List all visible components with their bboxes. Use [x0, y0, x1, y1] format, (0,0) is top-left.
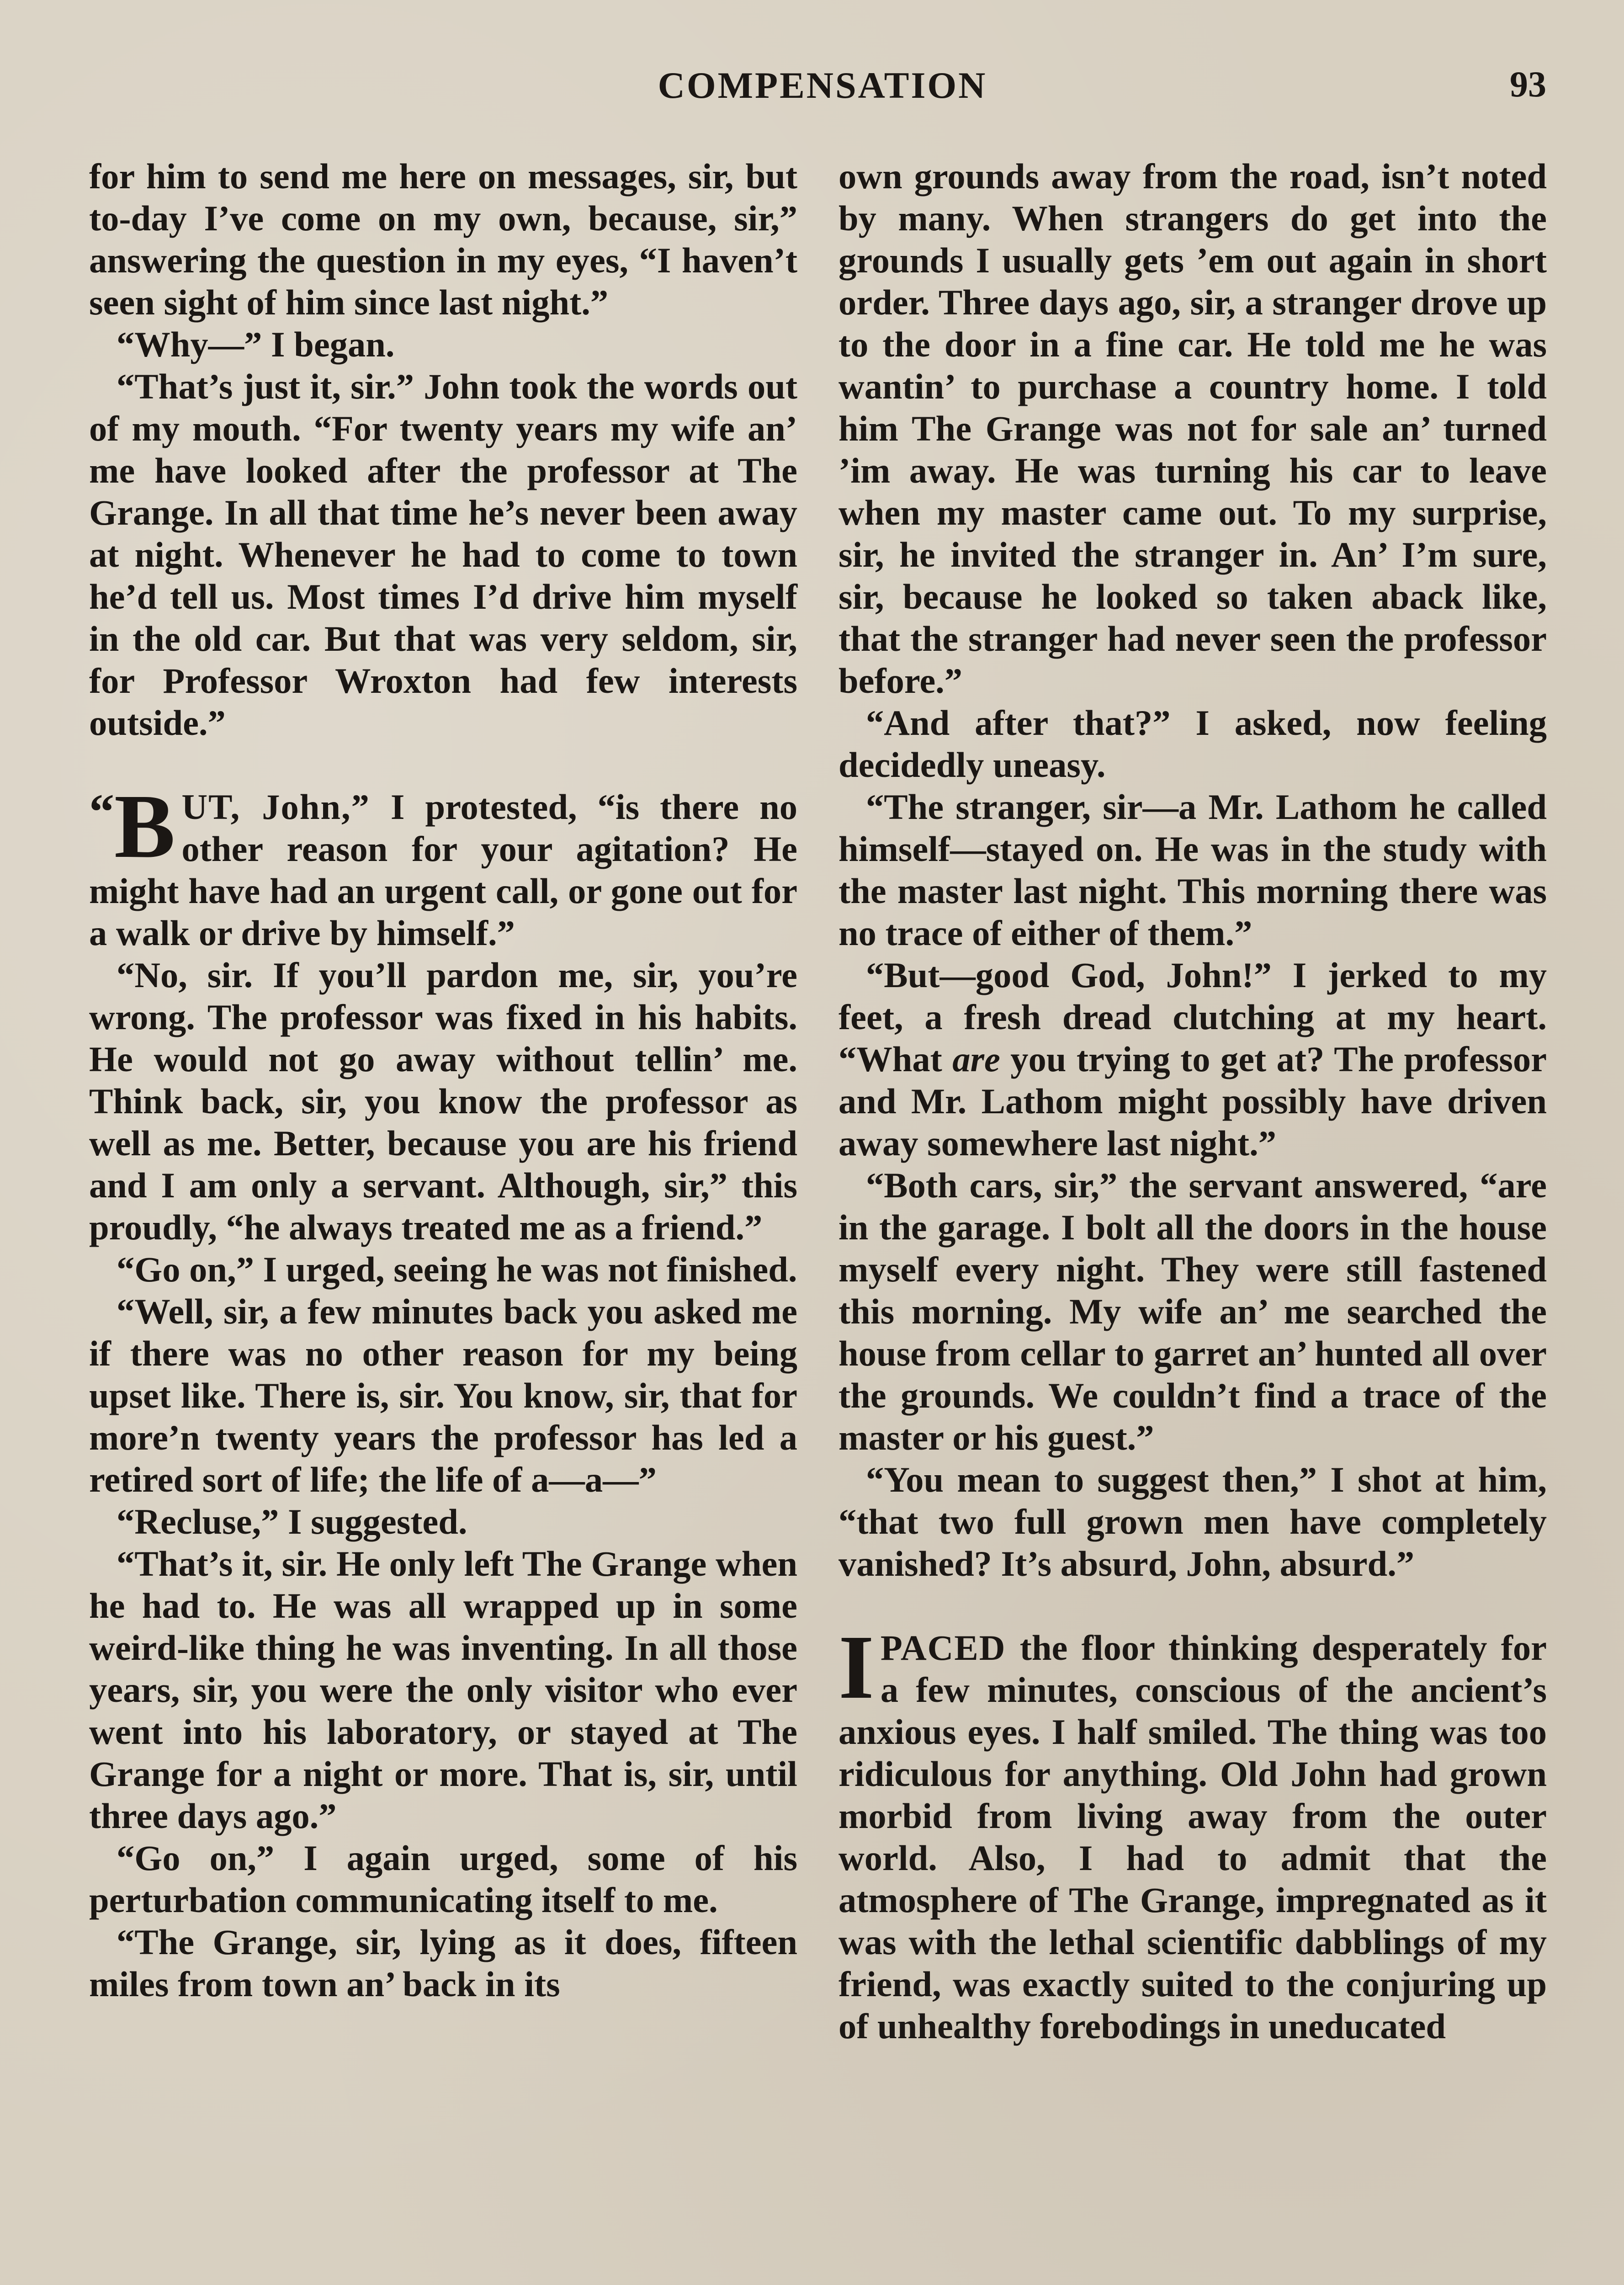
paragraph: own grounds away from the road, isn’t noted by many. When strangers do get into the grounds I usually gets ’em out again in short order. Three days ago, sir, a stranger drove up to the door in a fine car. He told me he was wantin’ to purchase a country home. I told him The Grange was not for sale an’ turned ’im away. He was turning his car to leave when my master came out. To my surprise, sir, he invited the stranger in. An’ I’m sure, sir, because he looked so taken aback like, that the stranger had never seen the professor before.”: [839, 156, 1547, 701]
lead-in-caps: PACED: [880, 1628, 1006, 1668]
page-number: 93: [1510, 64, 1546, 105]
right-column: [839, 155, 1547, 2047]
paragraph: “That’s it, sir. He only left The Grange when he had to. He was all wrapped up in some weird-like thing he was inventing. In all those years, sir, you were the only visitor who ever went into his laboratory, or stayed at The Grange for a night or more. That is, sir, until three days ago.”: [89, 1544, 797, 1836]
page-title: COMPENSATION: [658, 64, 987, 106]
paragraph: [839, 954, 1547, 1164]
paragraph-dropcap: [89, 776, 797, 954]
paragraph: “Well, sir, a few minutes back you asked me if there was no other reason for my being upset like. There is, sir. You know, sir, that for more’n twenty years the professor has led a retired sort of life; the life of a—a—”: [89, 1291, 797, 1499]
paragraph: “Why—” I began.: [117, 324, 395, 364]
paragraph: “Go on,” I again urged, some of his perturbation communicating itself to me.: [89, 1838, 797, 1920]
paragraph: “And after that?” I asked, now feeling decidedly uneasy.: [839, 703, 1547, 785]
dropcap-letter: B: [114, 776, 175, 877]
paragraph: “That’s just it, sir.” John took the words out of my mouth. “For twenty years my wife an’ me have looked after the professor at The Grange. In all that time he’s never been away at night. Whenever he had to come to town he’d tell us. Most times I’d drive him myself in the old car. But that was very seldom, sir, for Professor Wroxton had few interests outside.”: [89, 367, 797, 743]
paragraph: “The Grange, sir, lying as it does, fifteen miles from town an’ back in its: [89, 1922, 797, 2004]
paragraph-text: “But—good God, John!” I jerked to my feet, a fresh dread clutching at my heart. “What: [839, 955, 1547, 1079]
dropcap-letter: I: [839, 1617, 874, 1718]
paragraph-dropcap: [839, 1617, 1547, 2047]
paragraph: “Go on,” I urged, seeing he was not finished.: [117, 1249, 797, 1289]
paragraph-text: I protested, “is there no other reason for your agitation? He might have had an urgent call, or gone out for a walk or drive by himself.”: [89, 787, 797, 953]
paragraph: “Both cars, sir,” the servant answered, “are in the garage. I bolt all the doors in the house myself every night. They were still fastened this morning. My wife an’ me searched the house from cellar to garret an’ hunted all over the grounds. We couldn’t find a trace of the master or his guest.”: [839, 1165, 1547, 1457]
paragraph: “No, sir. If you’ll pardon me, sir, you’re wrong. The professor was fixed in his habits. He would not go away without tellin’ me. Think back, sir, you know the professor as well as me. Better, because you are his friend and I am only a servant. Although, sir,” this proudly, “he always treated me as a friend.”: [89, 955, 797, 1247]
lead-in-caps: UT, John,”: [181, 787, 370, 827]
paragraph: for him to send me here on messages, sir, but to-day I’ve come on my own, because, sir,” answering the question in my eyes, “I haven’t seen sight of him since last night.”: [89, 156, 797, 322]
paragraph: “Recluse,” I suggested.: [117, 1502, 467, 1541]
paragraph: “You mean to suggest then,” I shot at him, “that two full grown men have completely vanished? It’s absurd, John, absurd.”: [839, 1460, 1547, 1584]
paragraph-text: you trying to get at? The professor and Mr. Lathom might possibly have driven away somewhere last night.”: [839, 1039, 1547, 1163]
left-column: [89, 155, 797, 2005]
dropcap-quote: “: [89, 784, 114, 840]
emphasis-text: are: [952, 1039, 1000, 1079]
running-head: [0, 59, 1624, 110]
paragraph: “The stranger, sir—a Mr. Lathom he called himself—stayed on. He was in the study with the master last night. This morning there was no trace of either of them.”: [839, 787, 1547, 953]
paragraph-text: the floor thinking desperately for a few minutes, conscious of the ancient’s anxious eyes. I half smiled. The thing was too ridiculous for anything. Old John had grown morbid from living away from the outer world. Also, I had to admit that the atmosphere of The Grange, impregnated as it was with the lethal scientific dabblings of my friend, was exactly suited to the conjuring up of unhealthy forebodings in uneducated: [839, 1628, 1547, 2046]
